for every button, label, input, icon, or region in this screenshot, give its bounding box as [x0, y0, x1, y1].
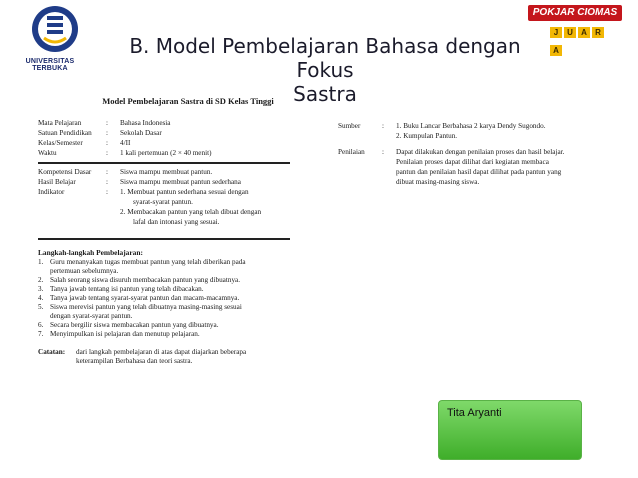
note — [38, 348, 288, 366]
competency-row — [38, 218, 288, 228]
note-line: dari langkah pembelajaran di atas dapat diajarkan beberapa — [76, 348, 247, 356]
info-label: Satuan Pendidikan — [38, 129, 92, 137]
document-title: Model Pembelajaran Sastra di SD Kelas Tinggi — [102, 96, 274, 106]
competency-value: Siswa mampu membuat pantun sederhana — [120, 178, 241, 186]
competency-value: 1. Membuat pantun sederhana sesuai dengan — [120, 188, 249, 196]
step-line: pertemuan sebelumnya. — [50, 267, 119, 275]
step-line: dengan syarat-syarat pantun. — [50, 312, 133, 320]
sumber-block — [338, 122, 608, 144]
competency-row — [38, 208, 288, 218]
info-value: Bahasa Indonesia — [120, 119, 171, 127]
competency-row — [38, 198, 288, 208]
step-item — [38, 321, 288, 330]
juara-letter: U — [564, 27, 576, 38]
pokjar-logo — [528, 5, 622, 55]
step-line: Siswa merevisi pantun yang telah dibuatnya masing-masing sesuai — [50, 303, 242, 311]
penilaian-line: dibuat masing-masing siswa. — [396, 178, 480, 186]
sumber-colon: : — [382, 122, 384, 130]
info-row — [38, 149, 288, 159]
slide-title-line1: B. Model Pembelajaran Bahasa dengan Fokus — [129, 34, 521, 82]
info-colon: : — [106, 139, 108, 147]
note-line: keterampilan Berbahasa dan teori sastra. — [76, 357, 193, 365]
info-colon: : — [106, 119, 108, 127]
info-row — [38, 139, 288, 149]
sumber-item: 2. Kumpulan Pantun. — [396, 132, 458, 140]
pokjar-juara — [550, 22, 618, 55]
step-text: Tanya jawab tentang isi pantun yang telah dibacakan. — [50, 285, 204, 293]
penilaian-line: pantun dan penilaian hasil dapat dilihat pada pantun yang — [396, 168, 562, 176]
competency-value: Siswa mampu membuat pantun. — [120, 168, 213, 176]
juara-letter: R — [592, 27, 604, 38]
sumber-label: Sumber — [338, 122, 361, 130]
competency-colon: : — [106, 168, 108, 176]
divider — [38, 238, 290, 240]
universitas-terbuka-logo — [30, 4, 80, 54]
pokjar-name: POKJAR CIOMAS — [528, 5, 622, 21]
info-colon: : — [106, 149, 108, 157]
step-item — [38, 285, 288, 294]
competency-value: syarat-syarat pantun. — [133, 198, 193, 206]
competency-colon: : — [106, 178, 108, 186]
juara-letter: J — [550, 27, 562, 38]
author-name: Tita Aryanti — [447, 407, 502, 419]
juara-letter: A — [550, 45, 562, 56]
competency-colon: : — [106, 188, 108, 196]
step-item — [38, 330, 288, 339]
info-row — [38, 129, 288, 139]
competency-value: lafal dan intonasi yang sesuai. — [133, 218, 220, 226]
competency-label: Hasil Belajar — [38, 178, 76, 186]
note-text — [76, 348, 286, 366]
step-number: 2. — [38, 276, 44, 284]
university-name: UNIVERSITAS TERBUKA — [25, 58, 75, 72]
lesson-plan-document — [28, 90, 608, 380]
step-item — [38, 294, 288, 303]
sumber-item: 1. Buku Lancar Berbahasa 2 karya Dendy Sugondo. — [396, 122, 546, 130]
step-text: Secara bergilir siswa membacakan pantun yang dibuatnya. — [50, 321, 219, 329]
competency-block — [38, 168, 288, 230]
step-number: 7. — [38, 330, 44, 338]
step-item — [38, 303, 288, 321]
step-text: Tanya jawab tentang syarat-syarat pantun dan macam-macamnya. — [50, 294, 240, 302]
info-value: 4/II — [120, 139, 131, 147]
penilaian-line: Dapat dilakukan dengan penilaian proses dan hasil belajar. — [396, 148, 565, 156]
step-line: Guru menanyakan tugas membuat pantun yang telah diberikan pada — [50, 258, 246, 266]
step-text: Salah seorang siswa disuruh membacakan pantun yang dibuatnya. — [50, 276, 241, 284]
steps-title: Langkah-langkah Pembelajaran: — [38, 248, 143, 257]
step-item — [38, 258, 288, 276]
step-number: 1. — [38, 258, 44, 266]
penilaian-block — [338, 148, 608, 190]
step-item — [38, 276, 288, 285]
divider — [38, 162, 290, 164]
info-value: 1 kali pertemuan (2 × 40 menit) — [120, 149, 212, 157]
penilaian-label: Penilaian — [338, 148, 365, 156]
note-label: Catatan: — [38, 348, 66, 356]
competency-row — [38, 168, 288, 178]
author-name-box — [438, 400, 582, 460]
info-label: Mata Pelajaran — [38, 119, 82, 127]
info-block — [38, 119, 288, 159]
info-label: Waktu — [38, 149, 57, 157]
step-number: 4. — [38, 294, 44, 302]
step-text — [50, 303, 282, 321]
info-colon: : — [106, 129, 108, 137]
penilaian-colon: : — [382, 148, 384, 156]
step-number: 3. — [38, 285, 44, 293]
info-label: Kelas/Semester — [38, 139, 83, 147]
step-number: 5. — [38, 303, 44, 311]
juara-letter: A — [578, 27, 590, 38]
info-value: Sekolah Dasar — [120, 129, 162, 137]
info-row — [38, 119, 288, 129]
competency-label: Indikator — [38, 188, 65, 196]
penilaian-line: Penilaian proses dapat dilihat dari kegiatan membaca — [396, 158, 549, 166]
step-number: 6. — [38, 321, 44, 329]
step-text — [50, 258, 282, 276]
competency-row — [38, 188, 288, 198]
slide-title-line2: Sastra — [293, 82, 357, 106]
step-text: Menyimpulkan isi pelajaran dan menutup pelajaran. — [50, 330, 200, 338]
competency-value: 2. Membacakan pantun yang telah dibuat dengan — [120, 208, 262, 216]
competency-label: Kompetensi Dasar — [38, 168, 92, 176]
competency-row — [38, 178, 288, 188]
